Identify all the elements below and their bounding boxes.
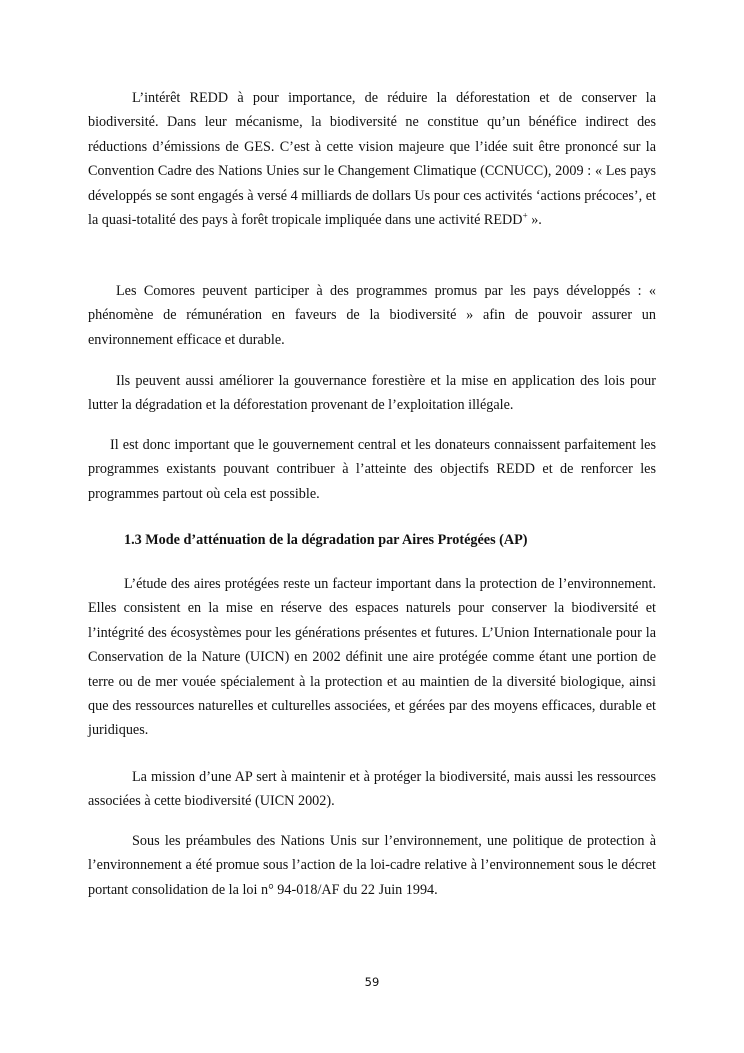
redd-plus-superscript: +	[522, 210, 528, 221]
paragraph-redd-interest-text: L’intérêt REDD à pour importance, de réduire la déforestation et de conserver la biodiversité. Dans leur mécanisme, la biodiversité ne constitue qu’un bénéfice indirect des réductions d’émissions de GES. C’est à cette vision majeure que l’idée suit être prononcé sur la Convention Cadre des Nations Unies sur le Changement Climatique (CCNUCC), 2009 : « Les pays développés se sont engagés à versé 4 milliards de dollars Us pour ces activités ‘actions précoces’, et la quasi-totalité des pays à forêt tropicale impliquée dans une activité REDD	[88, 90, 656, 229]
paragraph-environment-policy: Sous les préambules des Nations Unis sur l’environnement, une politique de protection à l’environnement a été promue sous l’action de la loi-cadre relative à l’environnement sous le décret portant consolidation de la loi n° 94-018/AF du 22 Juin 1994.	[88, 833, 656, 898]
paragraph-forest-governance: Ils peuvent aussi améliorer la gouvernance forestière et la mise en application des lois pour lutter la dégradation et la déforestation provenant de l’exploitation illégale.	[88, 373, 656, 414]
paragraph-comores-programs: Les Comores peuvent participer à des programmes promus par les pays développés : « phénomène de rémunération en faveurs de la biodiversité » afin de pouvoir assurer un environnement efficace et durable.	[88, 283, 656, 348]
page-number: 59	[364, 975, 380, 989]
paragraph-redd-interest-end: ».	[527, 212, 542, 229]
paragraph-redd-interest	[88, 86, 656, 232]
section-heading: 1.3 Mode d’atténuation de la dégradation par Aires Protégées (AP)	[124, 532, 528, 548]
paragraph-government-donors: Il est donc important que le gouvernement central et les donateurs connaissent parfaitement les programmes existants pouvant contribuer à l’atteinte des objectifs REDD et de renforcer les programmes partout où cela est possible.	[88, 437, 656, 502]
paragraph-protected-areas: L’étude des aires protégées reste un facteur important dans la protection de l’environnement. Elles consistent en la mise en réserve des espaces naturels pour conserver la biodiversité et l’intégrité des écosystèmes pour les générations présentes et futures. L’Union Internationale pour la Conservation de la Nature (UICN) en 2002 définit une aire protégée comme étant une portion de terre ou de mer vouée spécialement à la protection et au maintien de la diversité biologique, ainsi que des ressources naturelles et culturelles associées, et gérées par des moyens efficaces, durable et juridiques.	[88, 576, 656, 739]
paragraph-ap-mission: La mission d’une AP sert à maintenir et à protéger la biodiversité, mais aussi les ressources associées à cette biodiversité (UICN 2002).	[88, 769, 656, 810]
